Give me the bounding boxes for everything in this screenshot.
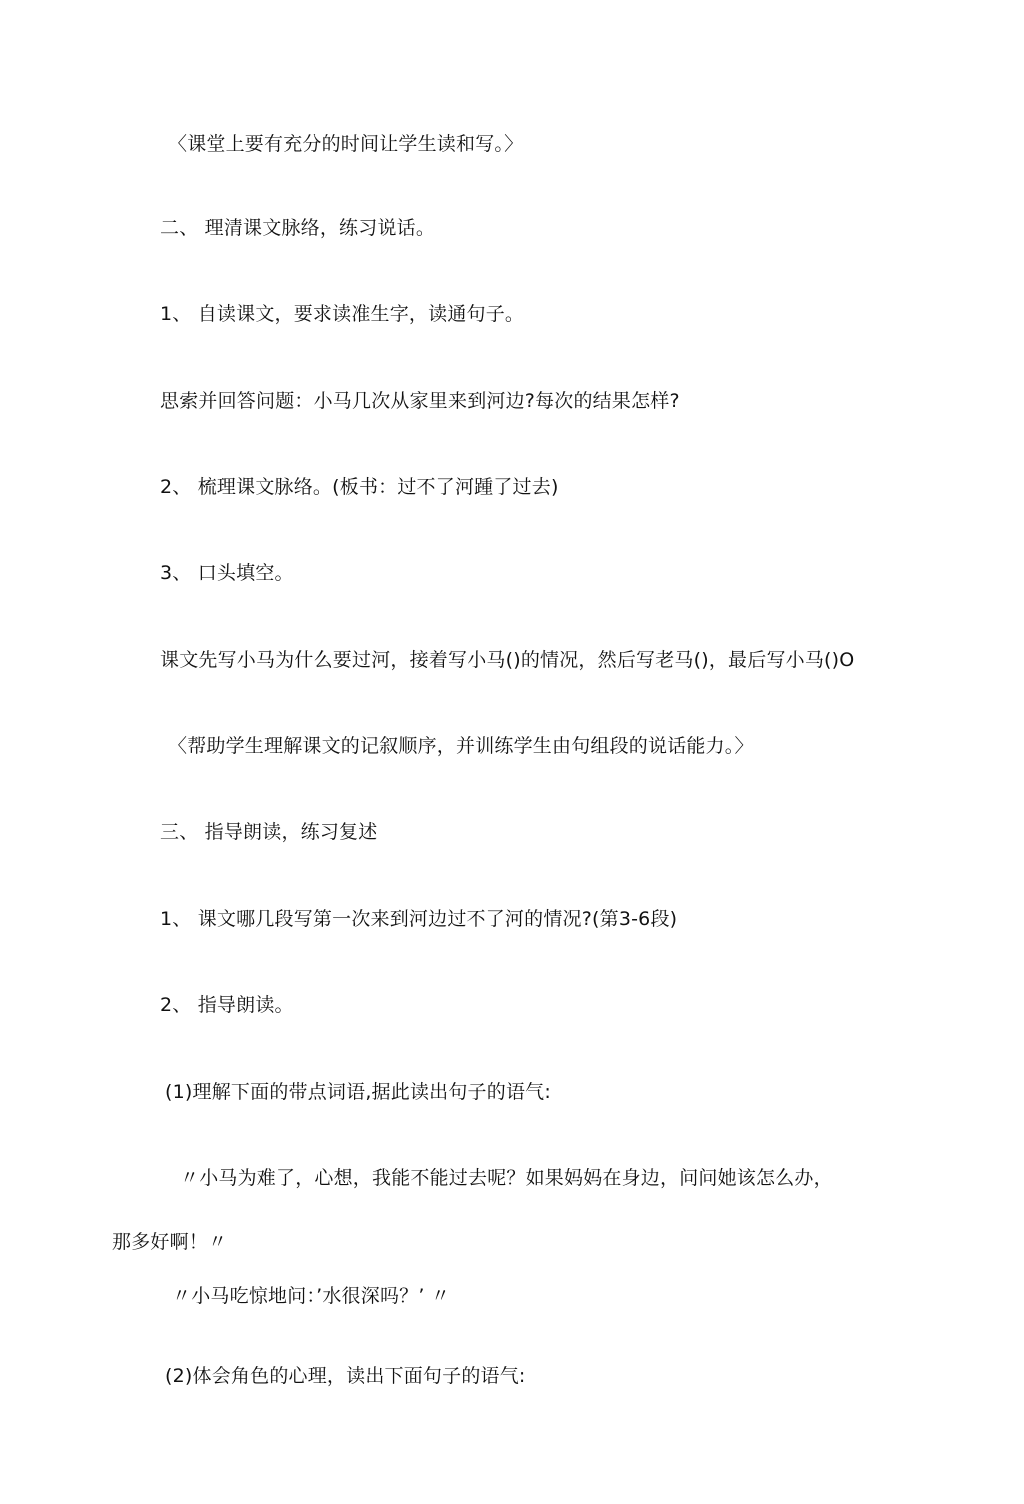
section-heading: 二、 理清课文脉络，练习说话。 bbox=[160, 217, 436, 239]
sub-item: (2)体会角色的心理，读出下面句子的语气: bbox=[165, 1365, 526, 1387]
list-item: 1、 自读课文，要求读准生字，读通句子。 bbox=[160, 303, 525, 325]
list-item: 2、 指导朗读。 bbox=[160, 994, 294, 1016]
sub-item: (1)理解下面的带点词语,据此读出句子的语气: bbox=[165, 1081, 551, 1103]
list-item: 2、 梳理课文脉络。(板书：过不了河踵了过去) bbox=[160, 476, 559, 498]
note-paragraph: 〈帮助学生理解课文的记叙顺序，并训练学生由句组段的说话能力。〉 bbox=[168, 735, 754, 757]
quote-paragraph: 〃小马为难了，心想，我能不能过去呢？如果妈妈在身边，问问她该怎么办， bbox=[180, 1167, 833, 1189]
note-paragraph: 〈课堂上要有充分的时间让学生读和写。〉 bbox=[168, 133, 524, 155]
list-item: 1、 课文哪几段写第一次来到河边过不了河的情况?(第3-6段) bbox=[160, 908, 678, 930]
list-item: 3、 口头填空。 bbox=[160, 562, 294, 584]
quote-paragraph: 〃小马吃惊地问：’水很深吗？’ 〃 bbox=[172, 1285, 451, 1307]
quote-continuation: 那多好啊！〃 bbox=[112, 1231, 228, 1253]
section-heading: 三、 指导朗读，练习复述 bbox=[160, 821, 378, 843]
paragraph: 课文先写小马为什么要过河，接着写小马()的情况，然后写老马()，最后写小马()O bbox=[160, 649, 855, 671]
paragraph: 思索并回答问题：小马几次从家里来到河边?每次的结果怎样? bbox=[160, 390, 680, 412]
